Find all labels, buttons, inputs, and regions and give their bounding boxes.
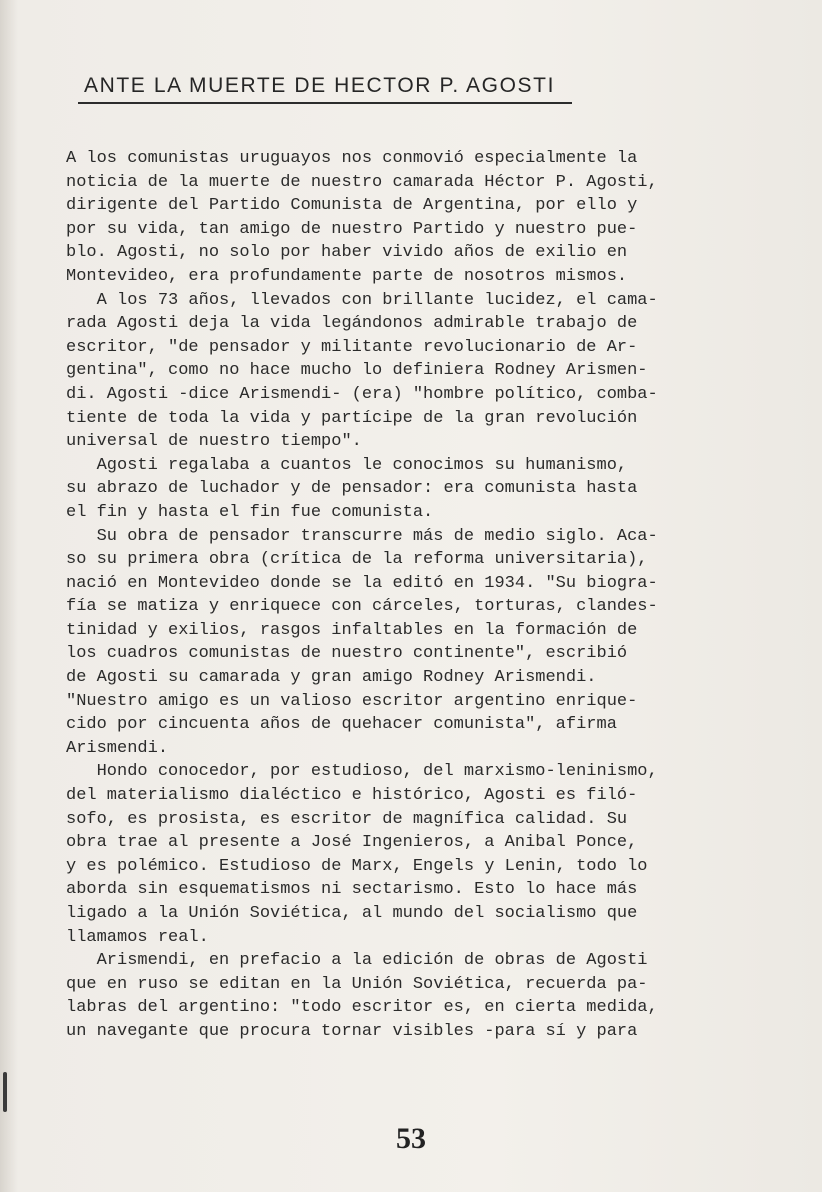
text-line: sofo, es prosista, es escritor de magnífica calidad. Su	[66, 809, 628, 829]
text-line: di. Agosti -dice Arismendi- (era) "hombre político, comba-	[66, 384, 658, 404]
text-line: Agosti regalaba a cuantos le conocimos su humanismo,	[66, 455, 628, 475]
text-line: universal de nuestro tiempo".	[66, 432, 362, 452]
text-line: Arismendi, en prefacio a la edición de obras de Agosti	[66, 951, 648, 971]
text-line: so su primera obra (crítica de la reforma universitaria),	[66, 550, 648, 570]
text-line: del materialismo dialéctico e histórico, Agosti es filó-	[66, 786, 638, 806]
text-line: tiente de toda la vida y partícipe de la gran revolución	[66, 408, 638, 428]
text-line: que en ruso se editan en la Unión Soviética, recuerda pa-	[66, 974, 648, 994]
text-line: aborda sin esquematismos ni sectarismo. Esto lo hace más	[66, 880, 638, 900]
text-line: Montevideo, era profundamente parte de nosotros mismos.	[66, 266, 628, 286]
text-line: rada Agosti deja la vida legándonos admirable trabajo de	[66, 314, 638, 334]
title-underline	[78, 102, 572, 104]
text-line: por su vida, tan amigo de nuestro Partido y nuestro pue-	[66, 219, 638, 239]
text-line: Su obra de pensador transcurre más de medio siglo. Aca-	[66, 526, 658, 546]
text-line: el fin y hasta el fin fue comunista.	[66, 502, 434, 522]
text-line: Arismendi.	[66, 738, 169, 758]
text-line: su abrazo de luchador y de pensador: era comunista hasta	[66, 479, 638, 499]
text-line: A los 73 años, llevados con brillante lucidez, el cama-	[66, 290, 658, 310]
text-line: cido por cincuenta años de quehacer comunista", afirma	[66, 715, 617, 735]
text-line: nació en Montevideo donde se la editó en 1934. "Su biogra-	[66, 573, 658, 593]
text-line: de Agosti su camarada y gran amigo Rodney Arismendi.	[66, 668, 597, 688]
page-number: 53	[396, 1122, 426, 1155]
text-line: escritor, "de pensador y militante revolucionario de Ar-	[66, 337, 638, 357]
text-line: ligado a la Unión Soviética, al mundo del socialismo que	[66, 904, 638, 923]
text-line: "Nuestro amigo es un valioso escritor argentino enrique-	[66, 691, 638, 711]
text-line: obra trae al presente a José Ingenieros, a Anibal Ponce,	[66, 833, 638, 853]
text-line: labras del argentino: "todo escritor es, en cierta medida,	[66, 998, 658, 1018]
text-line: un navegante que procura tornar visibles -para sí y para	[66, 1021, 638, 1041]
text-line: gentina", como no hace mucho lo definiera Rodney Arismen-	[66, 361, 648, 381]
text-line: noticia de la muerte de nuestro camarada Héctor P. Agosti,	[66, 172, 658, 192]
text-line: tinidad y exilios, rasgos infaltables en la formación de	[66, 620, 638, 640]
text-line: llamamos real.	[66, 927, 209, 947]
article-body	[66, 147, 776, 1044]
text-line: y es polémico. Estudioso de Marx, Engels y Lenin, todo lo	[66, 856, 648, 876]
text-line: fía se matiza y enriquece con cárceles, torturas, clandes-	[66, 597, 658, 617]
article-title: ANTE LA MUERTE DE HECTOR P. AGOSTI	[84, 74, 556, 97]
text-line: Hondo conocedor, por estudioso, del marxismo-leninismo,	[66, 762, 658, 782]
binding-mark	[3, 1072, 7, 1112]
text-line: A los comunistas uruguayos nos conmovió especialmente la	[66, 149, 638, 168]
text-line: blo. Agosti, no solo por haber vivido años de exilio en	[66, 243, 628, 263]
text-line: dirigente del Partido Comunista de Argentina, por ello y	[66, 196, 638, 216]
text-line: los cuadros comunistas de nuestro continente", escribió	[66, 644, 628, 664]
